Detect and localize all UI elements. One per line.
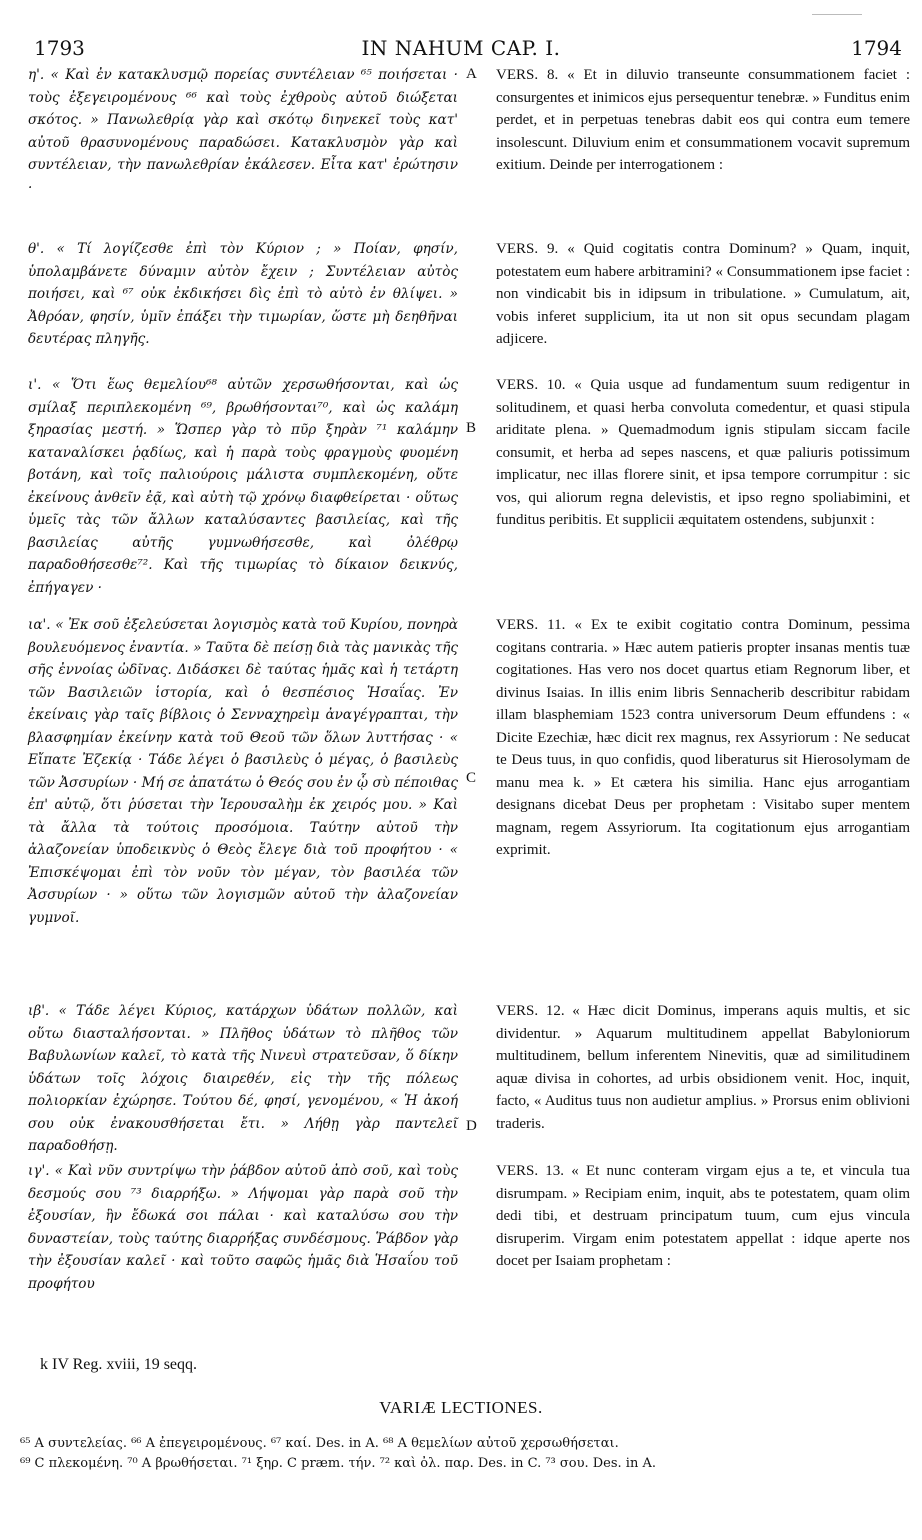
margin-letter-c: C bbox=[466, 770, 477, 786]
greek-paragraph-12: ιβ'. « Τάδε λέγει Κύριος, κατάρχων ὑδάτων πολλῶν, καὶ οὕτω διασταλήσονται. » Πλῆθος ὑδάτων τὸ πλῆθος τῶν Βαβυλωνίων καλεῖ, τὸ κατὰ τῆς Νινευὶ στρατεῦσαν, ὅ δίκην ὑδάτων τοῖς λόχοις διαιρεθέν, εἰς τὴν τῆς πόλεως πολιορκίαν ἐχώρησε. Τούτου δέ, φησί, γενομένου, « Ἡ ἀκοή σου οὐκ ἐνακουσθήσεται ἔτι. » Λήθῃ γὰρ παντελεῖ παραδοθήσῃ. bbox=[28, 1003, 458, 1154]
margin-letter-b: B bbox=[466, 420, 477, 436]
right-page-number: 1794 bbox=[851, 36, 902, 60]
latin-paragraph-11: VERS. 11. « Ex te exibit cogitatio contra Dominum, pessima cogitans contraria. » Hæc autem patieris propter insanas mentis tuæ cogitationes. Has vero nos docet quartus etiam Regnorum liber, et divinus Isaias. In illis enim libris Sennacherib describitur rabidam illam blasphemiam 1523 contra universorum Deum effundens : « Dicite Ezechiæ, hæc dicit rex magnus, rex Assyriorum : Ne seducat te Deus tuus, in quo confidis, quod liberaturus sit Hierosolymam de manu mea k. » Et cætera his similia. Hanc ejus arrogantiam designans dicebat Deus per prophetam : Visitabo super mentem magnam, regem Assyriorum. Ita cogitationum ejus arrogantiam exprimit. bbox=[496, 617, 910, 858]
latin-paragraph-10: VERS. 10. « Quia usque ad fundamentum suum redigentur in solitudinem, et quasi herba convoluta comedentur, et quasi stipula ariditate plena. » Quemadmodum ignis stipulam siccam facile consumit, et herba ad sepes nascens, et quæ paliuris potissimum implicatur, nec illas florere sinit, et ipsa tempore corrumpitur : sic vos, qui aliorum regna delevistis, et ipso regno spoliabimini, et funditus peribitis. Et supplicii æquitatem ostendens, subjunxit : bbox=[496, 377, 910, 528]
greek-paragraph-9: θ'. « Τί λογίζεσθε ἐπὶ τὸν Κύριον ; » Ποίαν, φησίν, ὑπολαμβάνετε δύναμιν αὐτὸν ἔχειν ; Συντέλειαν αὐτὸς ποιήσει, καὶ ⁶⁷ οὐκ ἐκδικήσει δὶς ἐπὶ τὸ αὐτὸ ἐν θλίψει. » Ἀθρόαν, φησίν, ὑμῖν ἐπάξει τὴν τιμωρίαν, ὥστε μὴ δεηθῆναι δευτέρας πληγῆς. bbox=[28, 241, 458, 347]
margin-letter-a: A bbox=[466, 66, 477, 82]
greek-paragraph-13: ιγ'. « Καὶ νῦν συντρίψω τὴν ῥάβδον αὐτοῦ ἀπὸ σοῦ, καὶ τοὺς δεσμούς σου ⁷³ διαρρήξω. » Λήψομαι γὰρ παρὰ σοῦ τὴν ἐξουσίαν, ἣν ἔδωκά σοι πάλαι · καὶ καταλύσω σου τὴν δυναστείαν, τοὺς ταύτης διαρρήξας συνδέσμους. Ῥάβδον γὰρ τὴν ἐξουσίαν καλεῖ · καὶ τοῦτο σαφῶς ἡμᾶς διὰ Ἡσαΐου τοῦ προφήτου bbox=[28, 1163, 458, 1292]
variae-lectiones bbox=[20, 1434, 900, 1474]
running-title: IN NAHUM CAP. I. bbox=[361, 36, 561, 60]
latin-paragraph-9: VERS. 9. « Quid cogitatis contra Dominum? » Quam, inquit, potestatem eum habere arbitramini? « Consummationem ipse faciet : non vindicabit bis in idipsum in tribulatione. » Cumulatum, ait, vobis inferet supplicium, ita ut non sit opus secundam plagam adjicere. bbox=[496, 241, 910, 347]
greek-paragraph-11: ια'. « Ἐκ σοῦ ἐξελεύσεται λογισμὸς κατὰ τοῦ Κυρίου, πονηρὰ βουλευόμενος ἐναντία. » Ταῦτα δὲ πείσῃ διὰ τὰς μανικὰς τῆς σῆς ἐννοίας ὠδῖνας. Διδάσκει δὲ ταύτας ἡμᾶς καὶ ἡ τετάρτη τῶν Βασιλειῶν ἱστορία, καὶ ὁ θεσπέσιος Ἡσαΐας. Ἐν ἐκείναις γὰρ ταῖς βίβλοις ὁ Σενναχηρεὶμ ἀναγέγραπται, τὴν βλασφημίαν ἐκείνην κατὰ τοῦ Θεοῦ τῶν ὅλων λυττήσας · « Εἴπατε Ἐζεκίᾳ · Τάδε λέγει ὁ βασιλεὺς ὁ μέγας, ὁ βασιλεὺς τῶν Ἀσσυρίων · Μή σε ἀπατάτω ὁ Θεός σου ἐν ᾧ σὺ πέποιθας ἐπ' αὐτῷ, ὅτι ῥύσεται τὴν Ἱερουσαλὴμ ἐκ χειρός μου. » Καὶ τὰ ἄλλα τὰ τούτοις προσόμοια. Ταύτην αὐτοῦ τὴν ἀλαζονείαν ὑποδεικνὺς ὁ Θεὸς ἔλεγε διὰ τοῦ προφήτου · « Ἐπισκέψομαι ἐπὶ τὸν νοῦν τὸν μέγαν, τὸν βασιλέα τῶν Ἀσσυρίων · » οὕτω τῶν λογισμῶν αὐτοῦ τὴν ἀλαζονείαν γυμνοῖ. bbox=[28, 617, 458, 926]
footnote: k IV Reg. xviii, 19 seqq. bbox=[40, 1356, 198, 1373]
latin-paragraph-13: VERS. 13. « Et nunc conteram virgam ejus a te, et vincula tua disrumpam. » Recipiam enim, inquit, abs te potestatem, quam olim dedi tibi, et destruam principatum tuum, cum ejus vincula disruperim. Virgam enim potestatem appellat : idque aperte nos docet per Isaiam prophetam : bbox=[496, 1163, 910, 1269]
variae-lectiones-heading: VARIÆ LECTIONES. bbox=[379, 1398, 543, 1417]
variant-line-1: ⁶⁵ A συντελείας. ⁶⁶ A ἐπεγειρομένους. ⁶⁷ καί. Des. in A. ⁶⁸ A θεμελίων αὐτοῦ χερσωθήσεται. bbox=[20, 1436, 619, 1451]
variant-line-2: ⁶⁹ C πλεκομένη. ⁷⁰ A βρωθήσεται. ⁷¹ ξηρ. C præm. τήν. ⁷² καὶ ὀλ. παρ. Des. in C. ⁷³ σου. Des. in A. bbox=[20, 1456, 656, 1471]
left-page-number: 1793 bbox=[34, 36, 85, 60]
latin-paragraph-8: VERS. 8. « Et in diluvio transeunte consummationem faciet : consurgentes et inimicos ejus persequentur tenebræ. » Funditus enim perdet, et in perpetuas tenebras dabit eos qui contra eum temere insolescunt. Diluvium enim et consummationem vocavit supremum exitium. Deinde per interrogationem : bbox=[496, 67, 910, 173]
scan-mark bbox=[812, 14, 862, 15]
greek-paragraph-10: ι'. « Ὅτι ἕως θεμελίου⁶⁸ αὐτῶν χερσωθήσονται, καὶ ὡς σμίλαξ περιπλεκομένη ⁶⁹, βρωθήσονται⁷⁰, καὶ ὡς καλάμη ξηρασίας μεστή. » Ὥσπερ γὰρ τὸ πῦρ ξηρὰν ⁷¹ καλάμην καταναλίσκει ῥᾳδίως, καὶ ἡ παρὰ τοὺς φραγμοὺς φυομένη βοτάνη, καὶ τοῖς παλιούροις μάλιστα συμπλεκομένη, οὔτε ἐκείνους ἀνθεῖν ἐᾷ, καὶ αὐτὴ τῷ χρόνῳ διαφθείρεται · οὕτως ὑμεῖς τὰς τῶν ἄλλων καταλύσαντες βασιλείας, καὶ τῆς βασιλείας αὐτῆς γυμνωθήσεσθε, καὶ ὀλέθρῳ παραδοθήσεσθε⁷². Καὶ τῆς τιμωρίας τὸ δίκαιον δεικνύς, ἐπήγαγεν · bbox=[28, 377, 458, 596]
latin-paragraph-12: VERS. 12. « Hæc dicit Dominus, imperans aquis multis, et sic dividentur. » Aquarum multitudinem appellat Babyloniorum multitudinem, bellum inferentem Ninevitis, quæ ad similitudinem aquæ divisa in cohortes, ad urbis obsidionem venit. Hoc, inquit, facto, « Auditus tuus non audietur amplius. » Prorsus enim oblivioni traderis. bbox=[496, 1003, 910, 1132]
greek-paragraph-8: η'. « Καὶ ἐν κατακλυσμῷ πορείας συντέλειαν ⁶⁵ ποιήσεται · τοὺς ἐξεγειρομένους ⁶⁶ καὶ τοὺς ἐχθροὺς αὐτοῦ διώξεται σκότος. » Πανωλεθρίᾳ γὰρ καὶ σκότῳ διηνεκεῖ τοὺς κατ' αὐτοῦ θρασυνομένους παραδώσει. Κατακλυσμὸν γὰρ καὶ συντέλειαν, τὴν πανωλεθρίαν ἐκάλεσεν. Εἶτα κατ' ἐρώτησιν · bbox=[28, 67, 458, 196]
margin-letter-d: D bbox=[466, 1118, 477, 1134]
